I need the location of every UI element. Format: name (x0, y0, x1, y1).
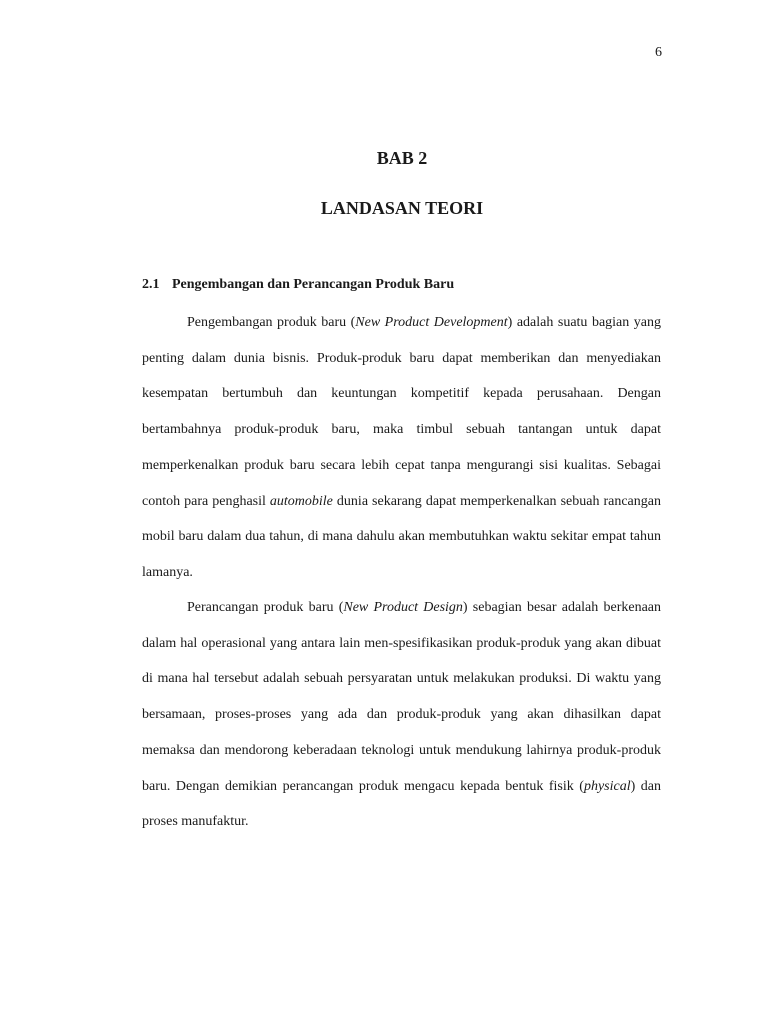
section-heading (142, 277, 662, 293)
paragraph-text: ) dan proses manufaktur. (142, 778, 661, 830)
section-title: Pengembangan dan Perancangan Produk Baru (172, 277, 455, 292)
section-number: 2.1 (142, 277, 160, 292)
italic-term: automobile (269, 493, 333, 509)
chapter-title: LANDASAN TEORI (320, 198, 484, 218)
paragraph-new-product-design (142, 590, 661, 840)
paragraph-text: Pengembangan produk baru ( (187, 315, 356, 330)
paragraph-new-product-development (142, 305, 661, 591)
paragraph-text: Perancangan produk baru ( (187, 600, 344, 615)
italic-term: physical (583, 778, 631, 794)
paragraph-text: ) adalah suatu bagian yang penting dalam dunia bisnis. Produk-produk baru dapat memberikan dan menyediakan kesempatan bertumbuh dan keuntungan kompetitif kepada perusahaan. Dengan bertambahnya produk-produk baru, maka timbul sebuah tantangan untuk dapat memperkenalkan produk baru secara lebih cepat tanpa mengurangi sisi kualitas. Sebagai contoh para penghasil (142, 315, 661, 509)
paragraph-text: dunia sekarang dapat memperkenalkan sebuah rancangan mobil baru dalam dua tahun, di mana dahulu akan membutuhkan waktu sekitar empat tahun lamanya. (142, 493, 661, 580)
paragraph-text: ) sebagian besar adalah berkenaan dalam hal operasional yang antara lain men-spesifikasikan produk-produk yang akan dibuat di mana hal tersebut adalah sebuah persyaratan untuk melakukan produksi. Di waktu yang bersamaan, proses-proses yang ada dan produk-produk yang akan dihasilkan dapat memaksa dan mendorong keberadaan teknologi untuk mendukung lahirnya produk-produk baru. Dengan demikian perancangan produk mengacu kepada bentuk fisik ( (142, 600, 661, 794)
page-number: 6 (655, 45, 662, 60)
chapter-number: BAB 2 (376, 148, 428, 168)
italic-term: New Product Development (355, 315, 508, 330)
italic-term: New Product Design (343, 600, 463, 615)
